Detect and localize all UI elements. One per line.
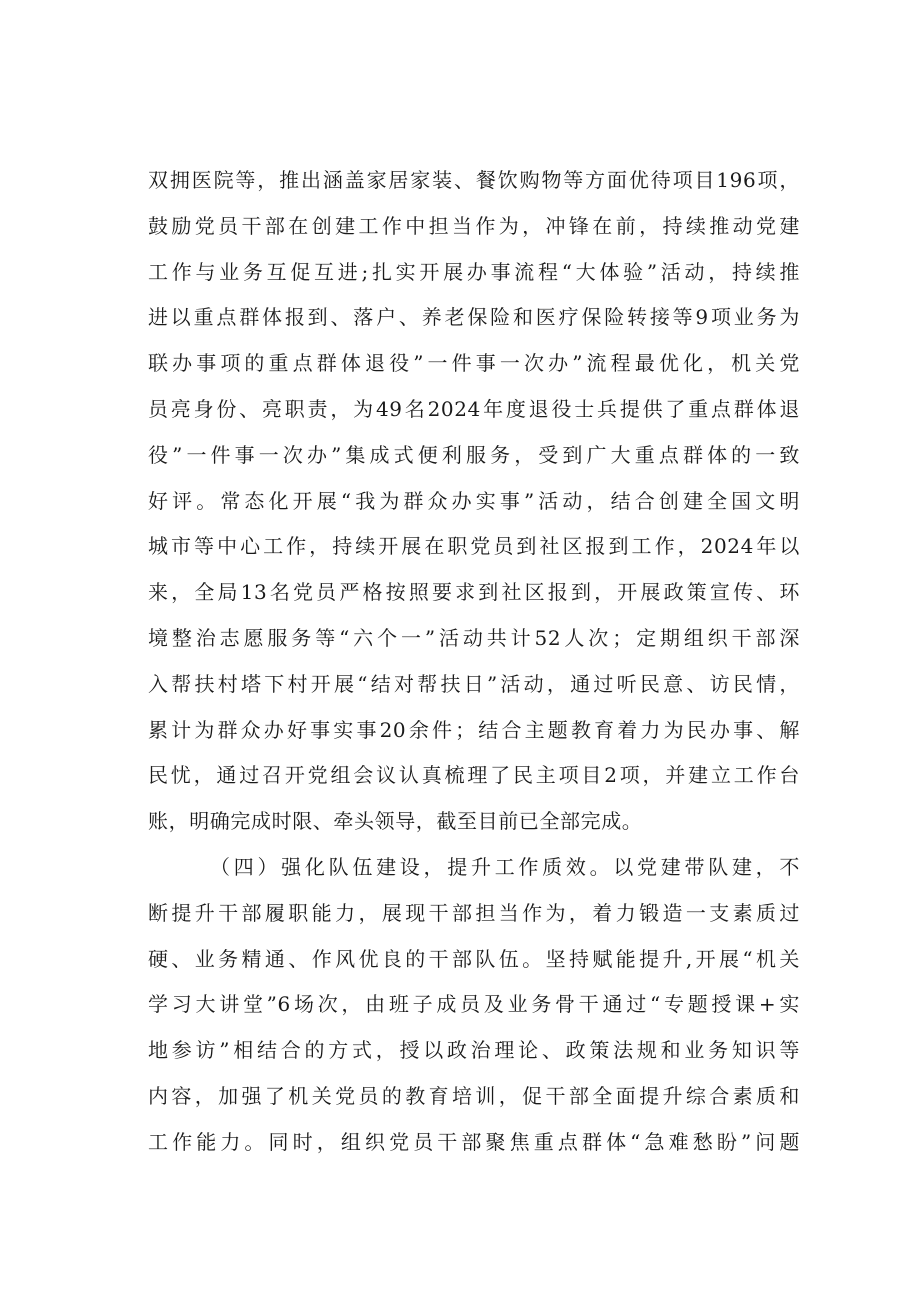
text-line: 内容，加强了机关党员的教育培训，促干部全面提升综合素质和 (148, 1083, 800, 1108)
text-line: 境整治志愿服务等“六个一”活动共计52人次；定期组织干部深 (148, 625, 800, 650)
paragraph-last-line: 账，明确完成时限、牵头领导，截至目前已全部完成。 (148, 809, 643, 834)
document-body (148, 158, 800, 1166)
text-line: 役”一件事一次办”集成式便利服务，受到广大重点群体的一致 (148, 442, 800, 467)
text-line: 来，全局13名党员严格按照要求到社区报到，开展政策宣传、环 (148, 580, 800, 605)
text-line: 城市等中心工作，持续开展在职党员到社区报到工作，2024年以 (148, 534, 800, 559)
text-line: 双拥医院等，推出涵盖家居家装、餐饮购物等方面优待项目196项， (148, 168, 800, 192)
text-line: 断提升干部履职能力，展现干部担当作为，着力锻造一支素质过 (148, 900, 800, 925)
text-line: 进以重点群体报到、落户、养老保险和医疗保险转接等9项业务为 (148, 305, 800, 330)
text-line: 员亮身份、亮职责，为49名2024年度退役士兵提供了重点群体退 (148, 396, 800, 421)
text-line: 累计为群众办好事实事20余件；结合主题教育着力为民办事、解 (148, 717, 800, 742)
text-line: 工作与业务互促互进;扎实开展办事流程“大体验”活动，持续推 (148, 259, 800, 284)
text-line: 民忧，通过召开党组会议认真梳理了民主项目2项，并建立工作台 (148, 763, 800, 788)
section-heading-line: （四）强化队伍建设，提升工作质效。以党建带队建，不 (210, 854, 800, 879)
text-line: 学习大讲堂”6场次，由班子成员及业务骨干通过“专题授课+实 (148, 992, 800, 1017)
text-line: 硬、业务精通、作风优良的干部队伍。坚持赋能提升,开展“机关 (148, 946, 800, 971)
text-line: 鼓励党员干部在创建工作中担当作为，冲锋在前，持续推动党建 (148, 213, 800, 238)
text-line: 入帮扶村塔下村开展“结对帮扶日”活动，通过听民意、访民情， (148, 671, 800, 696)
text-line: 好评。常态化开展“我为群众办实事”活动，结合创建全国文明 (148, 488, 800, 513)
text-line: 联办事项的重点群体退役”一件事一次办”流程最优化，机关党 (148, 351, 800, 376)
text-line: 地参访”相结合的方式，授以政治理论、政策法规和业务知识等 (148, 1038, 800, 1063)
text-line: 工作能力。同时，组织党员干部聚焦重点群体“急难愁盼”问题 (148, 1129, 800, 1154)
